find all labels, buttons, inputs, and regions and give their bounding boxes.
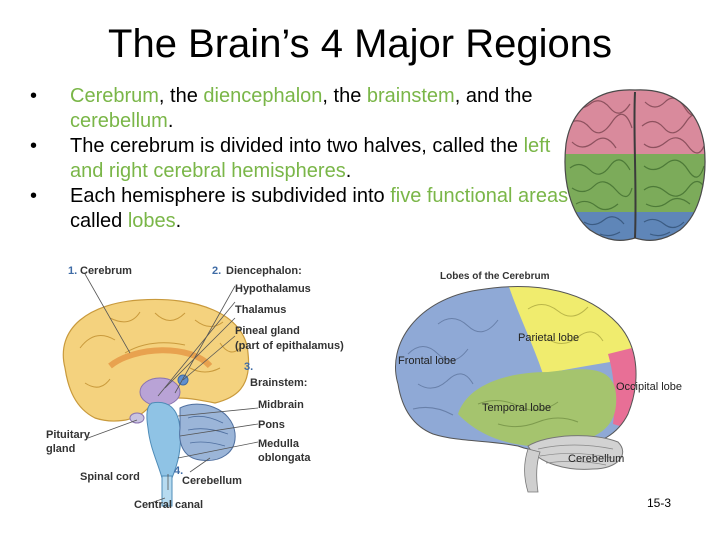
label-pituitary: Pituitary [46,429,91,441]
bullet-text: The cerebrum is divided into two halves, called the [70,135,524,157]
label-frontal-lobe: Frontal lobe [398,355,457,367]
highlighted-term: lobes [127,210,176,232]
lobes-diagram [378,264,713,496]
label-thalamus: Thalamus [235,304,287,316]
superior-brain-image [560,84,710,246]
bullet-text: . [175,210,182,232]
label-midbrain: Midbrain [258,399,304,411]
highlighted-term: diencephalon [203,85,323,107]
slide-title: The Brain’s 4 Major Regions [108,22,612,66]
label-spinal-cord: Spinal cord [80,471,140,483]
bullet-item [30,84,570,134]
label-brainstem: Brainstem: [250,377,308,389]
highlighted-term: cerebellum [70,110,168,132]
label-medulla: Medulla [258,438,299,450]
bullet-text: . [345,160,352,182]
bullet-text: , and the [454,85,533,107]
highlighted-term: Cerebrum [70,85,159,107]
label-hypothalamus: Hypothalamus [235,283,311,295]
label-cerebellum-lobe: Cerebellum [568,453,625,465]
bullet-text: , the [322,85,367,107]
bullet-text: called [70,210,128,232]
label-num-3: 3. [244,361,254,373]
label-num-1: 1. [68,265,78,277]
label-central-canal: Central canal [134,499,204,511]
label-cerebellum: Cerebellum [182,475,242,487]
label-pons: Pons [258,419,285,431]
bullet-text: . [167,110,174,132]
label-pineal: Pineal gland [235,325,300,337]
bullet-list [30,84,570,234]
label-cerebrum: Cerebrum [80,265,132,277]
label-num-2: 2. [212,265,222,277]
highlighted-term: five functional areas [390,185,569,207]
label-occipital-lobe: Occipital lobe [616,381,683,393]
bullet-item [30,134,570,184]
label-diencephalon: Diencephalon: [226,265,302,277]
label-temporal-lobe: Temporal lobe [482,402,552,414]
bullet-item [30,184,570,234]
bullet-text: , the [158,85,204,107]
diencephalon-region [140,378,180,406]
highlighted-term: left and right cerebral hemispheres [70,135,551,182]
label-medulla-2: oblongata [258,452,311,464]
label-parietal-lobe: Parietal lobe [518,332,580,344]
label-pituitary-2: gland [46,443,76,455]
sagittal-section-diagram [40,258,370,514]
lobes-diagram-title: Lobes of the Cerebrum [440,271,550,282]
label-num-4: 4. [174,465,184,477]
slide-number: 15-3 [647,496,672,510]
longitudinal-fissure [634,92,635,238]
bullet-text: Each hemisphere is subdivided into [70,185,391,207]
highlighted-term: brainstem [366,85,455,107]
label-pineal-note: (part of epithalamus) [235,340,344,352]
